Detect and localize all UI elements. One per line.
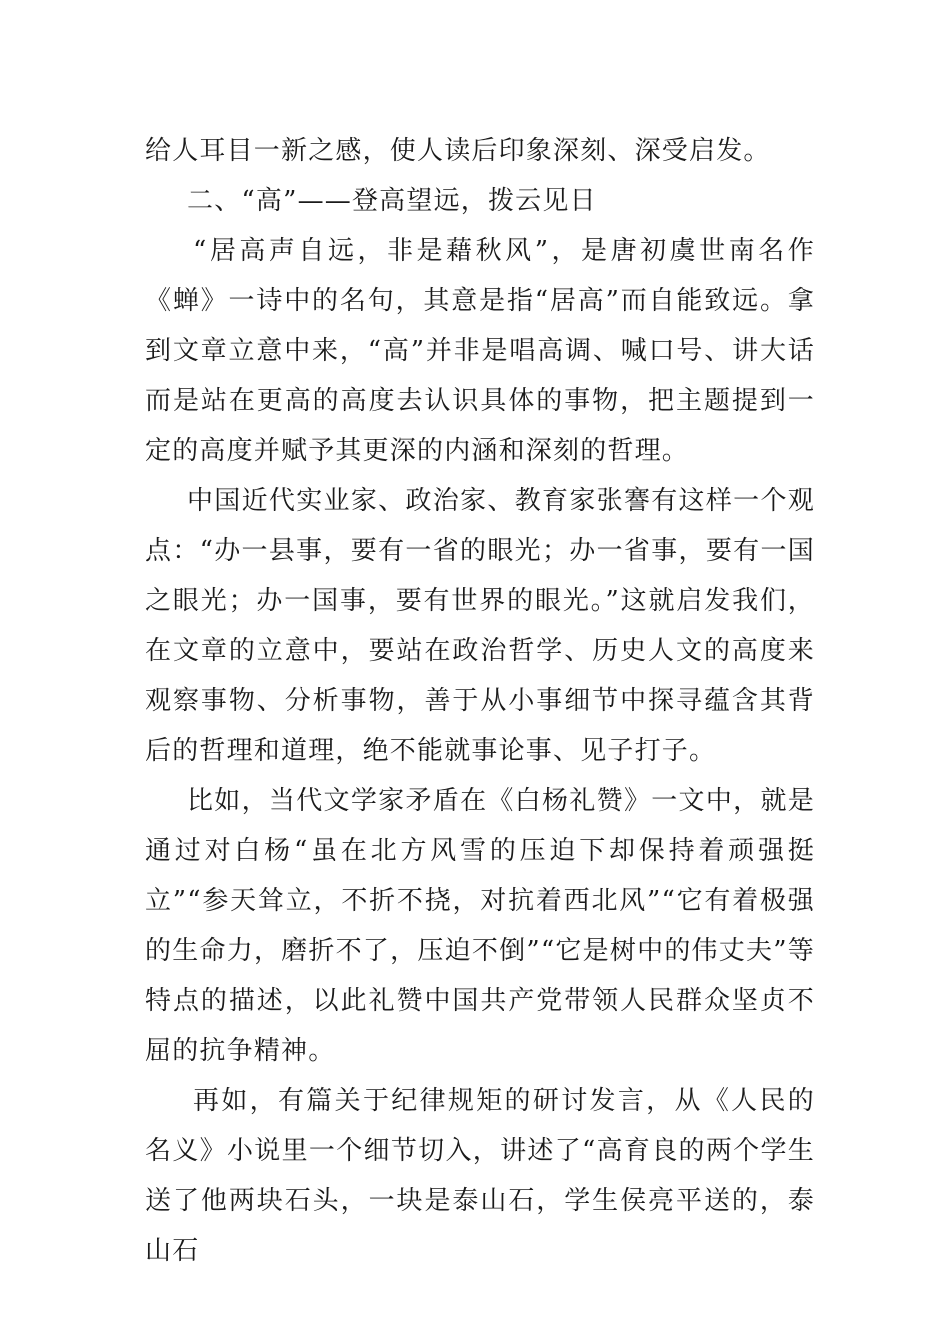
- paragraph: “居高声自远，非是藉秋风”，是唐初虞世南名作《蝉》一诗中的名句，其意是指“居高”而自能致远。拿到文章立意中来，“高”并非是唱高调、喊口号、讲大话而是站在更高的高度去认识具体的事物，把主题提到一定的高度并赋予其更深的内涵和深刻的哲理。: [145, 236, 815, 466]
- section-heading: 二、“高”——登高望远，拨云见日: [187, 186, 597, 216]
- paragraph: 比如，当代文学家矛盾在《白杨礼赞》一文中，就是通过对白杨“虽在北方风雪的压迫下却保持着顽强挺立”“参天耸立，不折不挠，对抗着西北风”“它有着极强的生命力，磨折不了，压迫不倒”“它是树中的伟丈夫”等特点的描述，以此礼赞中国共产党带领人民群众坚贞不屈的抗争精神。: [145, 786, 815, 1066]
- document-body: [145, 126, 815, 1276]
- paragraph: 再如，有篇关于纪律规矩的研讨发言，从《人民的名义》小说里一个细节切入，讲述了“高育良的两个学生送了他两块石头，一块是泰山石，学生侯亮平送的，泰山石: [145, 1086, 815, 1266]
- paragraph: 中国近代实业家、政治家、教育家张謇有这样一个观点：“办一县事，要有一省的眼光；办一省事，要有一国之眼光；办一国事，要有世界的眼光。”这就启发我们，在文章的立意中，要站在政治哲学、历史人文的高度来观察事物、分析事物，善于从小事细节中探寻蕴含其背后的哲理和道理，绝不能就事论事、见子打子。: [145, 486, 815, 766]
- paragraph-continuation: 给人耳目一新之感，使人读后印象深刻、深受启发。: [145, 136, 771, 166]
